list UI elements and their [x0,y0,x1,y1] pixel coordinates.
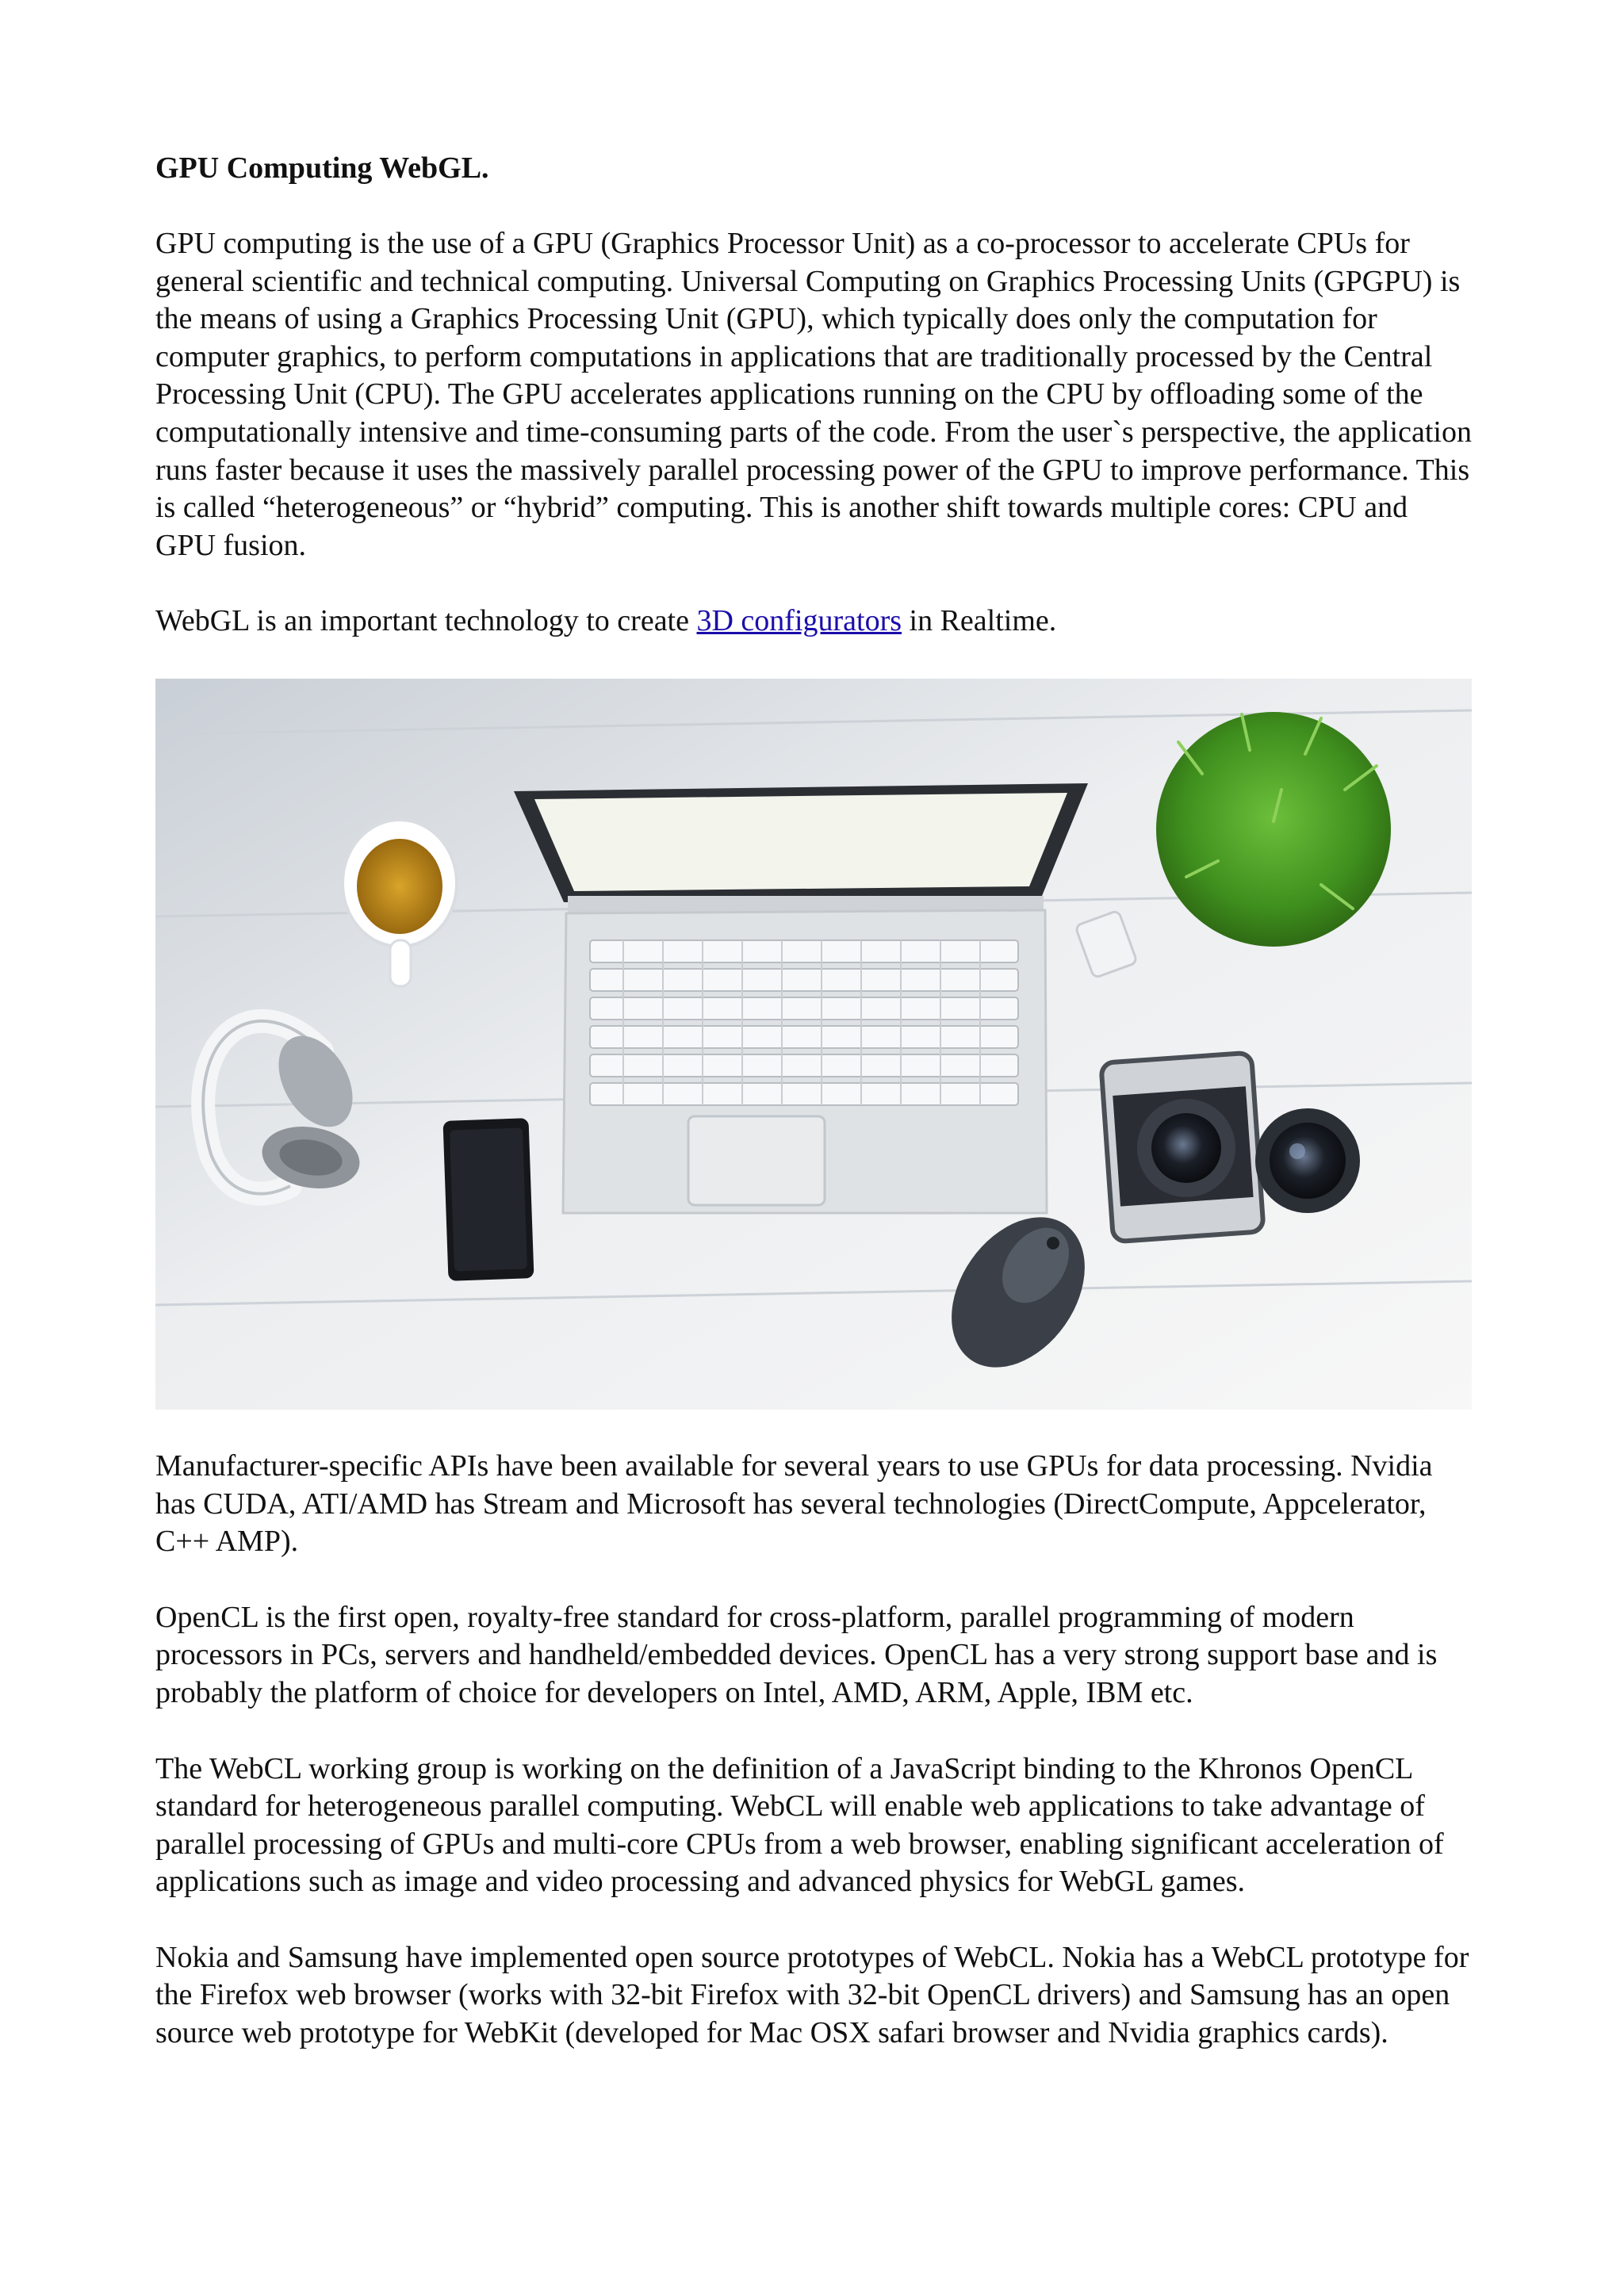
plant-icon [1156,712,1391,947]
webcl-paragraph: The WebCL working group is working on the definition of a JavaScript binding to the Khronos OpenCL standard for heterogeneous parallel computing. WebCL will enable web applications to take advantage of parallel processing of GPUs and multi-core CPUs from a web browser, enabling significant acceleration of applications such as image and video processing and advanced physics for WebGL games. [155,1751,1444,1899]
smartphone-icon [443,1118,534,1281]
apis-paragraph: Manufacturer-specific APIs have been available for several years to use GPUs for data processing. Nvidia has CUDA, ATI/AMD has Stream and Microsoft has several technologies (DirectCompute, Appcelerator, C++ AMP). [155,1448,1433,1559]
camera-lens-icon [1255,1108,1360,1213]
camera-icon [1101,1053,1263,1242]
webgl-text-after: in Realtime. [902,604,1057,638]
laptop-icon [514,783,1088,1213]
nokia-samsung-paragraph: Nokia and Samsung have implemented open source prototypes of WebCL. Nokia has a WebCL prototype for the Firefox web browser (works with 32-bit Firefox with 32-bit OpenCL drivers) and Samsung has an open source web prototype for WebKit (developed for Mac OSX safari browser and Nvidia graphics cards). [155,1940,1469,2050]
document-page [155,149,1472,2091]
webgl-text-before: WebGL is an important technology to create [155,604,697,638]
3d-configurators-link[interactable]: 3D configurators [696,604,902,638]
intro-paragraph: GPU computing is the use of a GPU (Graphics Processor Unit) as a co-processor to accelerate CPUs for general scientific and technical computing. Universal Computing on Graphics Processing Units (GPGPU) is the means of using a Graphics Processing Unit (GPU), which typically does only the computation for computer graphics, to perform computations in applications that are traditionally processed by the Central Processing Unit (CPU). The GPU accelerates applications running on the CPU by offloading some of the computationally intensive and time-consuming parts of the code. From the user`s perspective, the application runs faster because it uses the massively parallel processing power of the GPU to improve performance. This is called “heterogeneous” or “hybrid” computing. This is another shift towards multiple cores: CPU and GPU fusion. [155,227,1472,562]
touchpad [688,1116,825,1205]
page-title: GPU Computing WebGL. [155,151,489,185]
desk-photo [155,679,1472,1410]
webgl-paragraph [155,603,1472,641]
opencl-paragraph: OpenCL is the first open, royalty-free standard for cross-platform, parallel programming of modern processors in PCs, servers and handheld/embedded devices. OpenCL has a very strong support base and is probably the platform of choice for developers on Intel, AMD, ARM, Apple, IBM etc. [155,1600,1438,1709]
